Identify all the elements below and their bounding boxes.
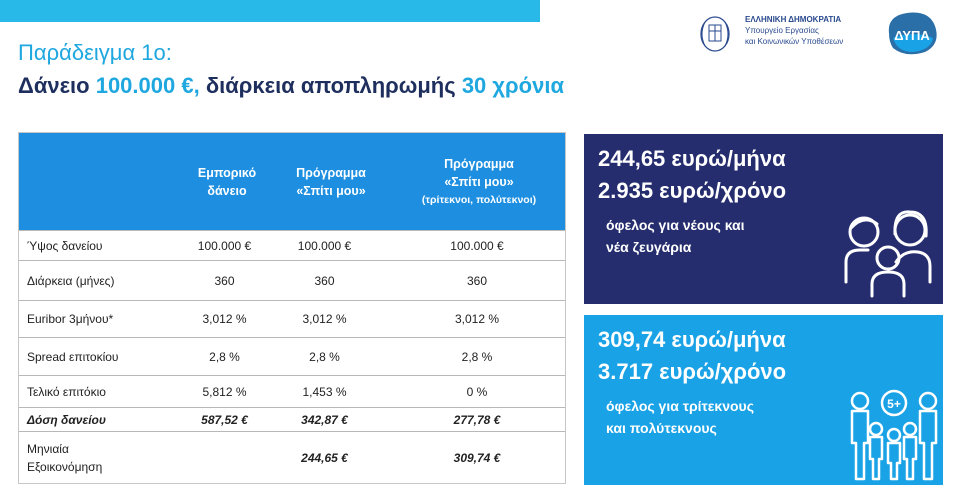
cell-spiti-mou: 244,65 €: [301, 450, 348, 465]
page-title: Παράδειγμα 1ο:: [18, 40, 172, 65]
ministry-text: [745, 14, 843, 47]
benefit-box-large-families: [584, 315, 943, 485]
top-accent-bar: [0, 0, 540, 22]
benefit-desc-line-1: όφελος για νέους και: [606, 217, 745, 233]
dypa-logo: [883, 8, 941, 58]
cell-spiti-mou-large: 3,012 %: [454, 312, 500, 326]
cell-commercial: 100.000 €: [197, 238, 252, 253]
cell-spiti-mou: 1,453 %: [302, 384, 347, 399]
subtitle-text: Δάνειο: [18, 73, 90, 98]
benefit-monthly: 244,65 ευρώ/μήνα: [598, 146, 786, 171]
subtitle-years: 30 χρόνια: [461, 73, 564, 98]
cell-commercial: 3,012 %: [202, 312, 247, 326]
row-label: Spread επιτοκίου: [27, 349, 119, 364]
cell-spiti-mou-large: 100.000 €: [450, 238, 504, 253]
cell-spiti-mou: 100.000 €: [297, 238, 352, 253]
row-label: Διάρκεια (μήνες): [27, 273, 115, 288]
dypa-logo-text: ΔΥΠΑ: [894, 28, 930, 43]
cell-commercial: 2,8 %: [209, 349, 240, 364]
table-row: [19, 337, 565, 375]
cell-spiti-mou: 360: [314, 273, 335, 288]
table-row: [19, 431, 565, 483]
ministry-logo: [695, 14, 875, 54]
table-row: [19, 260, 565, 300]
ministry-line-1: ΕΛΛΗΝΙΚΗ ΔΗΜΟΚΡΑΤΙΑ: [745, 15, 842, 24]
header-spiti-mou: [272, 133, 390, 230]
cell-spiti-mou-large: 2,8 %: [461, 349, 493, 364]
benefit-desc-line-2: νέα ζευγάρια: [606, 239, 692, 255]
family-icon: [836, 200, 936, 300]
benefit-yearly: 2.935 ευρώ/χρόνο: [598, 178, 787, 203]
cell-spiti-mou: 2,8 %: [309, 349, 340, 364]
large-family-icon: [846, 385, 941, 483]
table-row: [19, 230, 565, 260]
row-label: Μηνιαία Εξοικονόμηση: [27, 441, 103, 474]
cell-commercial: 587,52 €: [201, 412, 248, 427]
cell-spiti-mou-large: 0 %: [466, 384, 488, 399]
header-label: Εμπορικό δάνειο: [197, 165, 257, 198]
row-label: Euribor 3μήνου*: [27, 312, 114, 326]
header-sublabel: (τρίτεκνοι, πολύτεκνοι): [421, 193, 537, 206]
cell-commercial: 5,812 %: [202, 384, 247, 399]
benefit-box-young: [584, 134, 943, 304]
five-plus-badge: 5+: [887, 397, 901, 411]
table-header: [19, 133, 565, 230]
cell-commercial: 360: [214, 273, 235, 288]
greek-emblem-icon: [695, 14, 735, 54]
page-subtitle: [18, 73, 564, 99]
cell-spiti-mou: 3,012 %: [302, 312, 347, 326]
subtitle-text-2: διάρκεια αποπληρωμής: [205, 73, 456, 98]
table-row: [19, 375, 565, 407]
cell-spiti-mou: 342,87 €: [301, 412, 348, 427]
header-label: Πρόγραμμα «Σπίτι μου»: [444, 156, 514, 189]
benefit-yearly: 3.717 ευρώ/χρόνο: [598, 359, 787, 384]
subtitle-amount: 100.000 €,: [95, 73, 200, 98]
ministry-line-2: Υπουργείο Εργασίας: [745, 26, 819, 35]
benefit-description: [606, 214, 745, 258]
table-row: [19, 300, 565, 337]
row-label: Τελικό επιτόκιο: [27, 384, 106, 399]
loan-comparison-table: [18, 132, 566, 484]
cell-spiti-mou-large: 360: [466, 273, 488, 288]
header-spiti-mou-large-families: [394, 133, 564, 230]
row-label: Δόση δανείου: [27, 412, 106, 427]
row-label: Ύψος δανείου: [27, 238, 103, 253]
ministry-line-3: και Κοινωνικών Υποθέσεων: [745, 37, 844, 46]
table-row: [19, 407, 565, 431]
header-commercial-loan: [167, 133, 287, 230]
benefit-description: [606, 395, 754, 439]
cell-spiti-mou-large: 309,74 €: [453, 450, 501, 465]
benefit-desc-line-2: και πολύτεκνους: [606, 420, 717, 436]
benefit-monthly: 309,74 ευρώ/μήνα: [598, 327, 786, 352]
header-label: Πρόγραμμα «Σπίτι μου»: [296, 165, 366, 198]
benefit-desc-line-1: όφελος για τρίτεκνους: [606, 398, 754, 414]
cell-spiti-mou-large: 277,78 €: [453, 412, 501, 427]
